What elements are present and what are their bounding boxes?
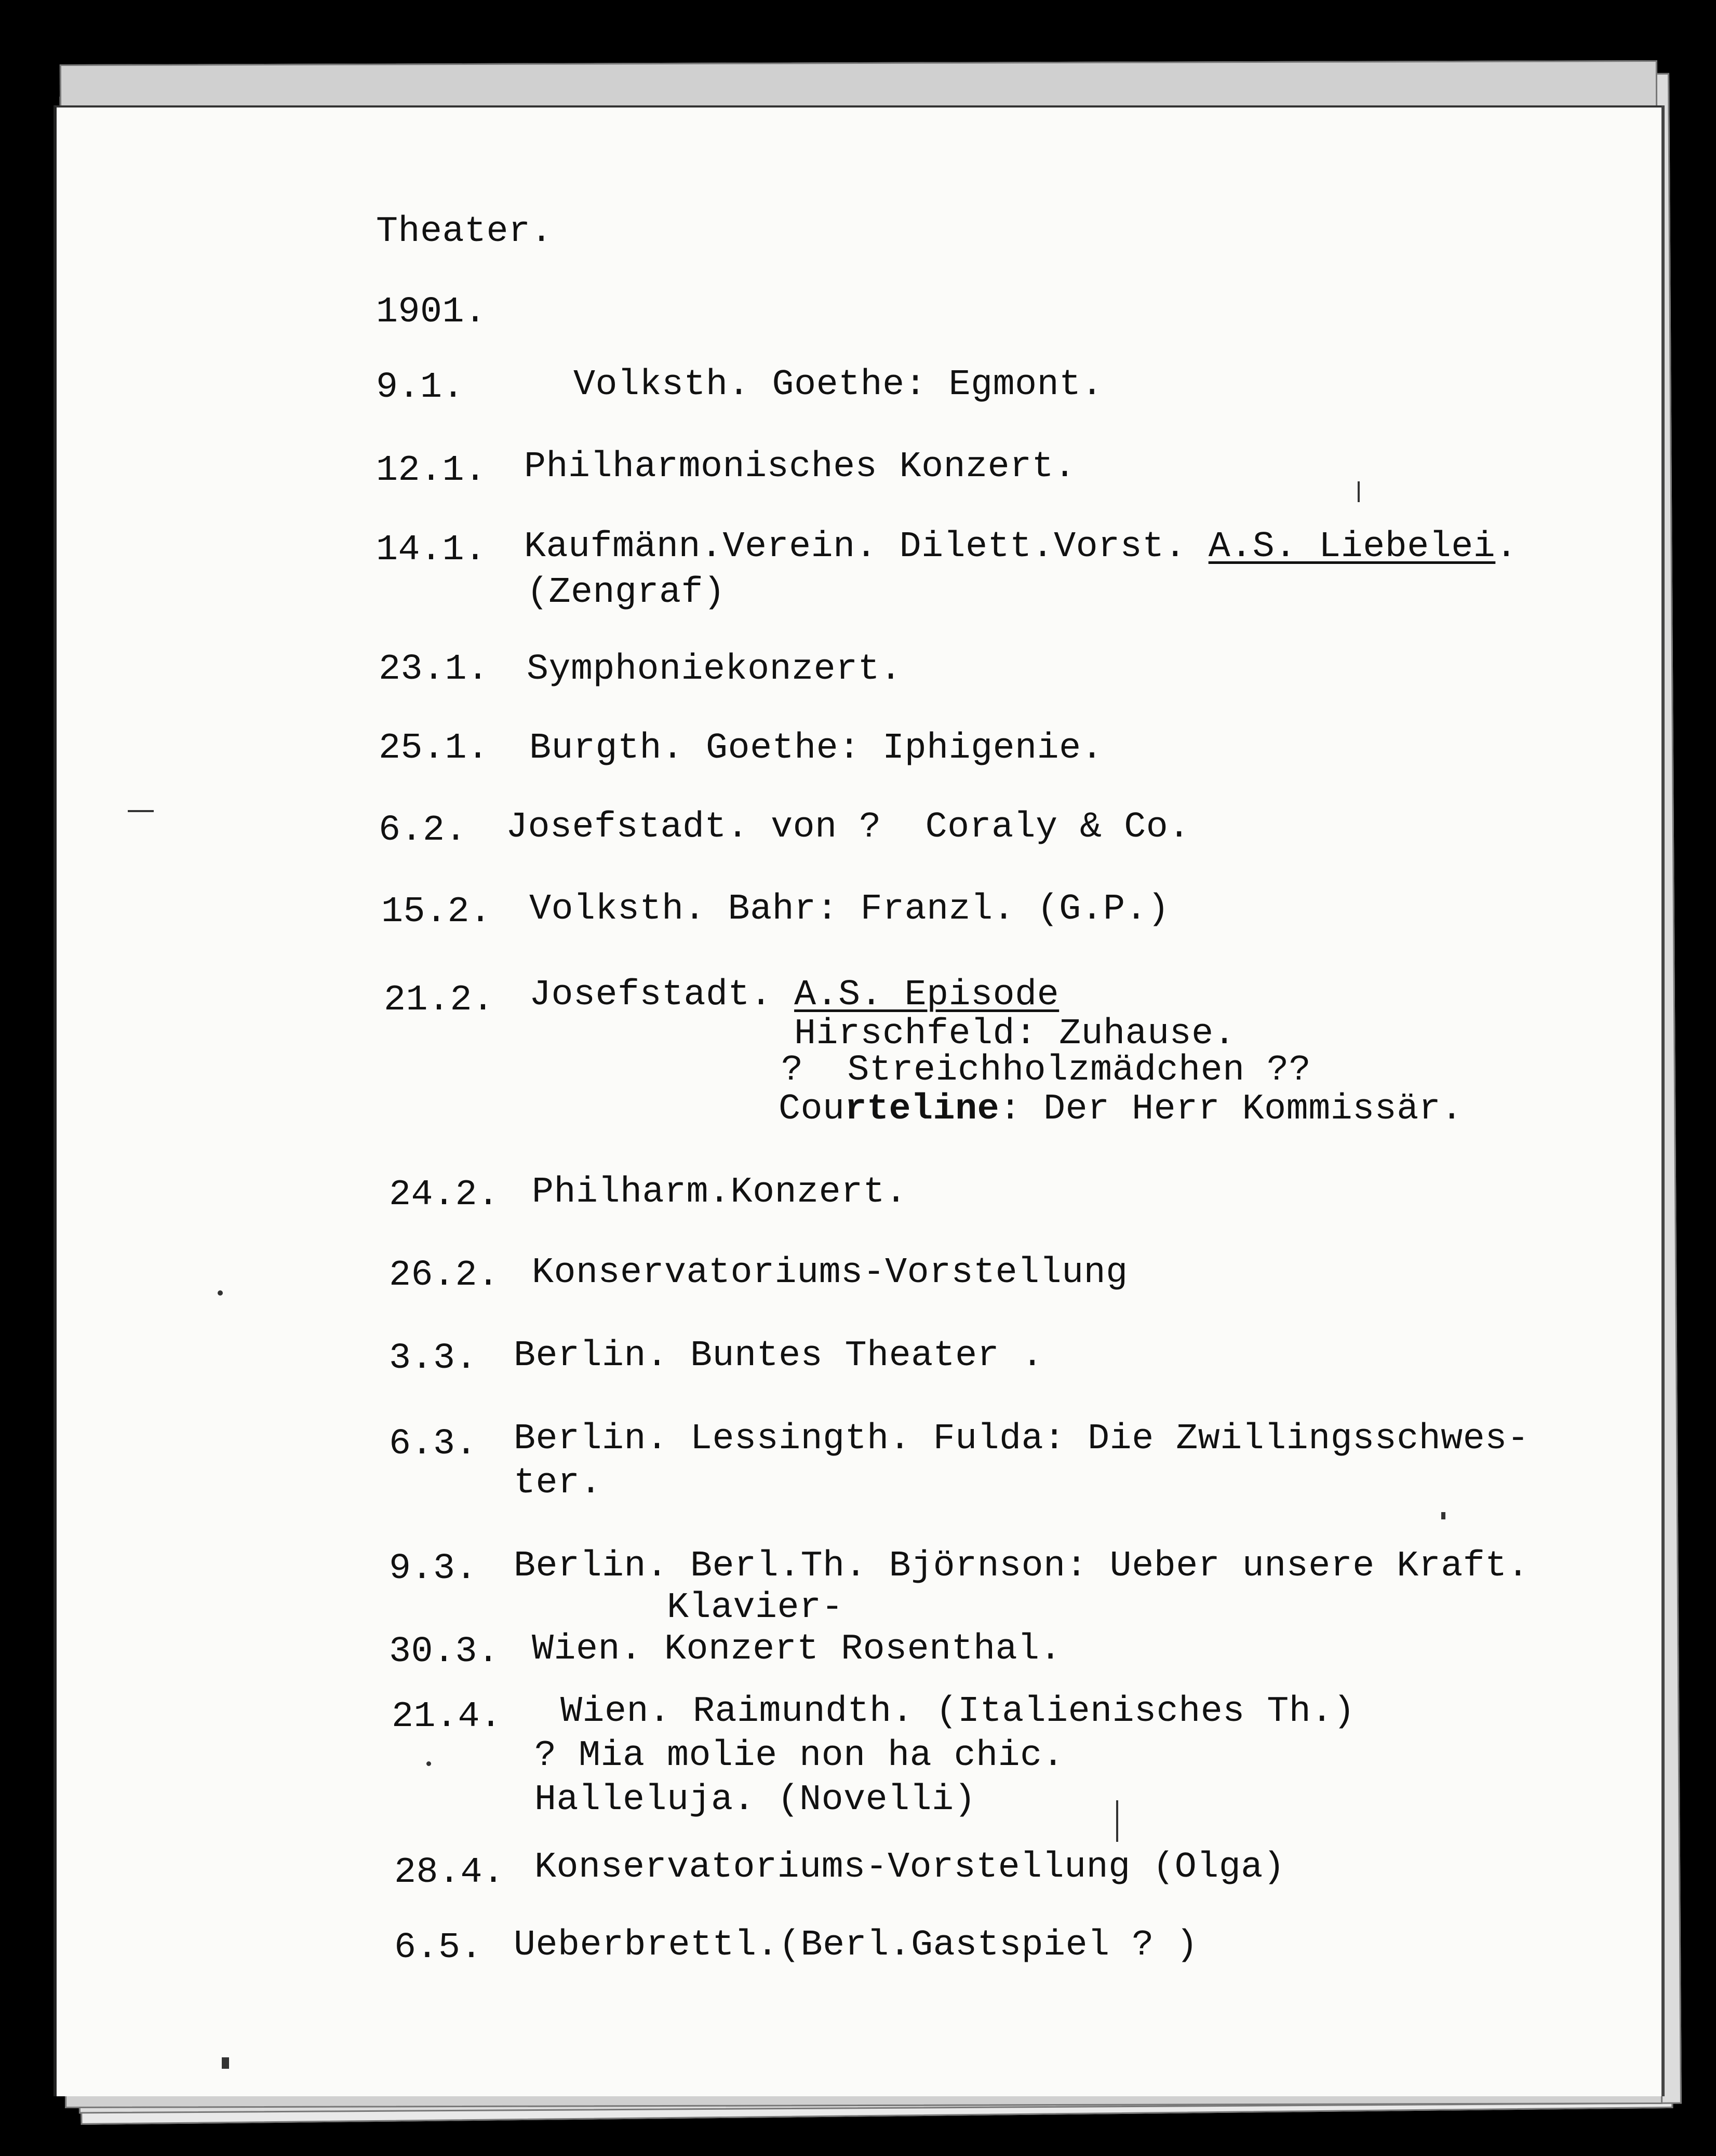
entry-text-part: Josefstadt. <box>529 975 795 1016</box>
entry-date: 9.1. <box>376 367 465 408</box>
entry-text: Burgth. Goethe: Iphigenie. <box>529 728 1104 769</box>
entry-date: 24.2. <box>389 1175 500 1216</box>
ink-mark <box>128 810 154 812</box>
entry-row <box>394 1928 483 1969</box>
underlined-title: A.S. Episode <box>794 975 1060 1016</box>
entry-text-line2: Klavier- <box>667 1587 844 1628</box>
entry-row <box>389 1338 478 1379</box>
ink-speck <box>222 2057 229 2069</box>
entry-date: 21.4. <box>392 1696 502 1737</box>
entry-date: 3.3. <box>389 1338 478 1379</box>
entry-text-line3: ? Streichholzmädchen ?? <box>781 1050 1311 1091</box>
entry-date: 6.5. <box>394 1928 483 1969</box>
entry-text-line3: Halleluja. (Novelli) <box>534 1780 976 1821</box>
year-heading: 1901. <box>376 292 487 333</box>
entry-text: Philharm.Konzert. <box>532 1172 907 1213</box>
entry-date: 28.4. <box>394 1852 505 1893</box>
entry-text-line2: ? Mia molie non ha chic. <box>534 1735 1065 1776</box>
entry-date: 30.3. <box>389 1632 500 1673</box>
entry-row <box>392 1696 502 1737</box>
entry-row <box>389 1548 478 1589</box>
entry-date: 12.1. <box>376 450 487 491</box>
entry-text: Wien. Konzert Rosenthal. <box>532 1629 1062 1670</box>
ink-mark <box>1116 1800 1118 1842</box>
page-title: Theater. <box>376 211 553 252</box>
entry-row <box>394 1852 505 1893</box>
overtyped-name: rteline <box>844 1089 1000 1130</box>
entry-date: 6.3. <box>389 1424 478 1465</box>
entry-text-line4 <box>779 1089 1463 1130</box>
ink-mark <box>1358 481 1360 502</box>
entry-row <box>389 1632 500 1673</box>
entry-text: Volksth. Goethe: Egmont. <box>573 365 1104 406</box>
entry-text-line2: (Zengraf) <box>527 572 726 613</box>
entry-date: 15.2. <box>381 892 492 933</box>
entry-date: 6.2. <box>379 810 467 851</box>
ink-speck <box>426 1761 431 1766</box>
entry-row <box>389 1177 500 1214</box>
entry-date: 9.3. <box>389 1548 478 1589</box>
ink-speck <box>218 1290 223 1296</box>
entry-row <box>381 894 492 931</box>
entry-row <box>376 450 487 491</box>
entry-text: Symphoniekonzert. <box>527 649 902 690</box>
entry-text: Konservatoriums-Vorstellung (Olga) <box>534 1847 1285 1888</box>
entry-text-part: Kaufmänn.Verein. Dilett.Vorst. <box>524 527 1209 568</box>
entry-row <box>389 1426 477 1463</box>
entry-text-line2: Hirschfeld: Zuhause. <box>794 1014 1236 1055</box>
entry-row <box>379 728 489 769</box>
entry-row <box>389 1255 500 1296</box>
entry-text: Josefstadt. von ? Coraly & Co. <box>506 807 1190 848</box>
entry-text-part: Cou <box>779 1089 845 1130</box>
entry-text: Wien. Raimundth. (Italienisches Th.) <box>560 1691 1356 1732</box>
entry-text: Ueberbrettl.(Berl.Gastspiel ? ) <box>514 1925 1198 1966</box>
entry-text: Philharmonisches Konzert. <box>524 447 1076 488</box>
entry-text: Volksth. Bahr: Franzl. (G.P.) <box>529 889 1170 930</box>
entry-text: Berlin. Berl.Th. Björnson: Ueber unsere Kraft. <box>514 1546 1530 1587</box>
entry-date: 23.1. <box>379 649 489 690</box>
entry-text: Berlin. Buntes Theater . <box>514 1336 1044 1377</box>
entry-date: 25.1. <box>379 728 489 769</box>
entry-text-line2: ter. <box>514 1463 602 1504</box>
entry-row <box>379 810 467 851</box>
ink-speck <box>1441 1512 1445 1519</box>
entry-text <box>524 527 1518 568</box>
entry-row <box>376 532 487 569</box>
entry-text-part: : Der Herr Kommissär. <box>999 1089 1463 1130</box>
entry-row <box>376 367 465 408</box>
typewritten-page <box>53 105 1661 2096</box>
entry-row <box>379 649 489 690</box>
entry-row <box>384 982 494 1019</box>
entry-text-part: . <box>1495 527 1518 568</box>
entry-text <box>529 977 1059 1014</box>
entry-date: 26.2. <box>389 1255 500 1296</box>
entry-date: 21.2. <box>384 980 494 1021</box>
entry-text: Konservatoriums-Vorstellung <box>532 1252 1128 1293</box>
entry-date: 14.1. <box>376 530 487 571</box>
entry-text: Berlin. Lessingth. Fulda: Die Zwillingsschwes- <box>514 1419 1530 1460</box>
underlined-title: A.S. Liebelei <box>1208 527 1496 568</box>
